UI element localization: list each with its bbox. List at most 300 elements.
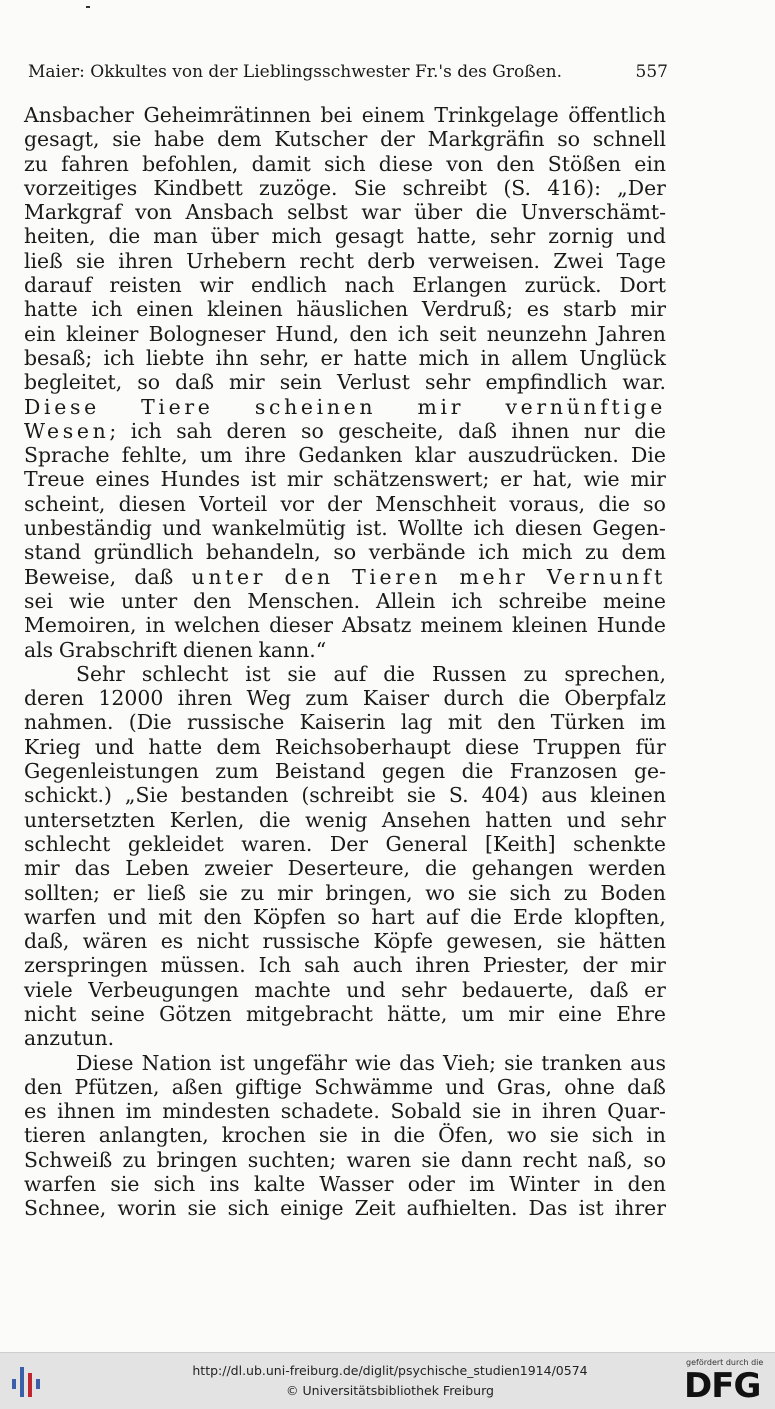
word: ihren [415,953,471,978]
word: den [203,904,242,929]
word: Krieg [24,734,81,759]
page-number: 557 [635,62,668,82]
text-line [24,686,666,710]
word: gekleidet [127,831,224,856]
word: meine [602,588,666,613]
word: begleitet, [24,370,123,395]
word: Beweise, [24,564,117,589]
word: mir [630,297,666,322]
word: heiten, [24,224,96,249]
text-line [24,346,666,370]
word: der [327,491,363,516]
word: 416): [547,175,601,200]
text-line [24,808,666,832]
word: so [301,418,324,443]
text-line [24,929,666,953]
word: Türken [550,710,625,735]
word: zornig [548,224,614,249]
word: Dort [619,273,666,298]
text-line [24,1002,666,1026]
word: Gras, [496,1074,552,1099]
emphasized-word: mehr [459,564,529,589]
word: gehangen [471,856,574,881]
word: er [500,467,522,492]
word: gesagt [334,224,404,249]
word: um [461,1001,495,1026]
text-line [24,735,666,759]
word: seine [90,1001,145,1026]
word: Kerlen, [169,807,245,832]
word: schätzenswert; [333,467,490,492]
word: Russen [431,661,507,686]
word: tieren [24,1123,86,1148]
word: Köpfen [253,904,326,929]
word: die [461,759,494,784]
word: Beistand [274,759,366,784]
word: Sobald [390,1099,462,1124]
word: Treue [24,467,85,492]
word: Verbeugungen [88,977,239,1002]
word: kleiner [65,321,139,346]
word: S. [448,783,469,808]
word: die [518,686,550,711]
word: werden [588,856,666,881]
word: klopften, [574,904,666,929]
word: dem [217,127,262,152]
word: [Keith] [485,831,556,856]
word: und [107,904,147,929]
running-title: Maier: Okkultes von der Lieblingsschwester Fr.'s des Großen. [28,62,562,82]
text-line [24,395,666,419]
word: Hunde [596,613,666,638]
word: er [644,977,666,1002]
word: sie [112,127,142,152]
word: den [496,151,535,176]
word: sie [187,1196,217,1221]
word: dem [621,540,666,565]
word: hatten [485,807,553,832]
word: Gegen- [592,516,666,541]
word: worin [117,1196,177,1221]
word: Vieh; [443,1050,497,1075]
word: besaß; [24,345,93,370]
word: um [199,443,233,468]
word: starb [563,297,617,322]
word: selbst [287,200,348,225]
word: hatte [148,734,203,759]
word: ihren [118,248,173,273]
word: zu [24,151,48,176]
word: sah [176,418,213,443]
text-line [24,467,666,491]
word: Sprache [24,443,110,468]
word: ein [24,321,56,346]
word: in [480,345,500,370]
word: ich [478,540,510,565]
word: Wollte [398,516,464,541]
word: giftige [234,1074,302,1099]
word: wie [355,1050,392,1075]
word: ihrer [614,1196,666,1221]
word: mir [630,953,666,978]
word: wo [507,1123,537,1148]
word: 404) [481,783,529,808]
word: Kaiserin [299,710,386,735]
word: schadete. [280,1099,380,1124]
emphasized-word: Diese [24,394,100,419]
text-line [24,443,666,467]
word: unbeständig [24,516,152,541]
word: den [627,1172,666,1197]
word: war. [622,370,666,395]
word: Götzen [159,1001,232,1026]
word: Kindbett [153,175,243,200]
word: die [108,224,141,249]
word: zurück. [524,273,602,298]
word: Gegenleistungen [24,759,199,784]
word: so [333,540,357,565]
text-line [24,953,666,977]
word: ohne [564,1074,615,1099]
text-line [24,516,666,540]
word: sich [509,880,552,905]
word: Leben [125,856,190,881]
word: im [125,1099,152,1124]
word: aus [541,783,578,808]
viewer-footer [0,1352,775,1409]
word: wenig [305,807,368,832]
text-line [24,589,666,613]
word: Priester, [482,953,570,978]
word: sollten; [24,880,101,905]
word: naß, [587,1147,633,1172]
word: Ehre [616,1001,666,1026]
word: sie [75,248,106,273]
word: anzutun. [24,1026,115,1051]
word: ge- [633,759,666,784]
word: hatte [353,345,408,370]
word: fehlte, [121,443,188,468]
word: aus [630,1050,666,1075]
word: Öfen, [438,1123,495,1148]
word: Erlangen [412,273,507,298]
word: meinem [420,613,503,638]
word: sich [324,151,366,176]
text-line [24,1075,666,1099]
word: neunzehn [486,321,588,346]
word: sie [198,880,228,905]
text-line [24,1196,666,1220]
word: sie [287,661,317,686]
word: häuslichen [296,297,409,322]
page-header [28,60,668,84]
word: und [626,224,666,249]
word: in [646,1123,666,1148]
word: Quar- [607,1099,666,1124]
word: diese [378,151,433,176]
text-line [24,249,666,273]
text-line [24,856,666,880]
word: diesen [118,491,186,516]
word: von [135,200,173,225]
word: Zeit [354,1196,396,1221]
word: sehr [620,807,666,832]
word: schnell [592,127,666,152]
word: Sehr [76,661,125,686]
word: Geheimrätinnen [143,103,311,127]
word: in [360,1123,381,1148]
permalink-url[interactable]: http://dl.ub.uni-freiburg.de/diglit/psychische_studien1914/0574 [192,1363,588,1378]
word: mich [271,224,322,249]
word: sein [279,370,322,395]
word: ihre [244,443,287,468]
word: Absatz [342,613,412,638]
word: die [393,1123,426,1148]
word: wie [68,588,106,613]
word: sehr, [259,345,310,370]
word: Urhebern [186,248,287,273]
word: Verdruß; [421,297,514,322]
word: sie [472,1099,502,1124]
word: diese [465,734,520,759]
word: (Die [128,710,172,735]
word: ist [578,1196,604,1221]
word: kleinen [511,613,588,638]
word: damit [251,151,311,176]
word: scheint, [24,491,106,516]
word: einige [280,1196,344,1221]
word: gewesen, [446,929,544,954]
word: auch [352,953,403,978]
word: aßen [171,1074,223,1099]
word: zu [563,880,588,905]
emphasized-word: Tieren [352,564,442,589]
word: das [399,1050,435,1075]
word: bringen [156,1147,238,1172]
word: welchen [174,613,261,638]
word: und [445,1074,485,1099]
word: man [153,224,198,249]
word: hatte, [416,224,477,249]
word: schreibe [498,588,587,613]
word: „Sie [124,783,169,808]
word: den [349,321,388,346]
word: dem [216,734,261,759]
emphasized-word: den [284,564,334,589]
word: Hundes [160,467,241,492]
word: ich [91,297,123,322]
word: sprechen, [564,661,666,686]
word: Markgraf [24,200,122,225]
word: Das [528,1196,568,1221]
word: viele [24,977,73,1002]
word: Sie [353,175,387,200]
word: zum [215,759,259,784]
text-line [24,565,666,589]
word: sich [153,1172,196,1197]
word: als [24,637,54,662]
word: Oberpfalz [564,686,666,711]
text-line [24,1051,666,1075]
word: wie [583,467,620,492]
word: Schweiß [24,1147,113,1172]
word: (S. [503,175,532,200]
word: Kutscher [274,127,368,152]
word: mir [277,880,313,905]
word: Boden [600,880,666,905]
word: darauf [24,273,92,298]
word: Ich [258,953,292,978]
word: hätten [599,929,666,954]
word: die [258,807,291,832]
word: er [112,880,135,905]
word: sich [227,1196,270,1221]
word: einem [361,103,425,127]
word: 12000 [98,686,164,711]
word: sie [406,783,436,808]
word: allem [511,345,568,370]
word: habe [154,127,205,152]
word: nur [583,418,620,443]
word: ich [103,345,135,370]
word: sehr [401,977,447,1002]
word: deren [226,418,287,443]
word: sich [591,1123,634,1148]
word: Winter [509,1172,580,1197]
word: fahren [61,151,129,176]
text-line [24,152,666,176]
word: eines [95,467,150,492]
word: Diese [76,1050,134,1075]
word: ließ [147,880,187,905]
word: stand [24,540,82,565]
word: Verlust [336,370,410,395]
text-line [24,613,666,637]
word: krochen [221,1123,306,1148]
text-line [24,297,666,321]
word: die [598,491,630,516]
word: so [337,904,360,929]
emphasized-word: unter [191,564,267,589]
text-line [24,540,666,564]
word: mir [630,467,666,492]
word: Deserteure, [287,856,411,881]
dfg-caption: gefördert durch die [686,1358,764,1367]
word: schlecht [141,661,229,686]
word: es [160,929,184,954]
text-line [24,103,666,127]
word: lag [400,710,433,735]
word: aufhielten. [406,1196,518,1221]
word: machte [254,977,331,1002]
word: hatte [24,297,78,322]
word: mindesten [162,1099,271,1124]
text-line [24,783,666,807]
word: waren [346,1147,412,1172]
word: reisten [109,273,182,298]
word: (schreibt [301,783,394,808]
text-line [24,638,666,662]
word: Schnee, [24,1196,107,1221]
word: mir [286,467,323,492]
word: ein [634,151,666,176]
word: Weg [246,686,292,711]
word: so [643,491,666,516]
word: schickt.) [24,783,112,808]
word: mir [24,856,60,881]
ub-freiburg-logo-icon[interactable] [8,1363,48,1397]
word: der [380,127,415,152]
word: Nation [141,1050,212,1075]
word: hätte, [387,1001,448,1026]
word: kann.“ [258,637,327,662]
word: zu [122,1147,147,1172]
text-line [24,905,666,929]
word: hat, [532,467,573,492]
word: „Der [617,175,666,200]
word: daß, [24,929,70,954]
word: daß [175,370,214,395]
word: die [383,661,415,686]
word: schenkte [573,831,666,856]
word: Erde [513,904,563,929]
word: im [640,710,666,735]
word: recht [522,1147,578,1172]
text-line [24,176,666,200]
word: gegen [381,759,446,784]
word: sei [24,588,54,613]
word: Wasser [319,1172,394,1197]
word: die [475,200,508,225]
text-line [24,370,666,394]
word: liebte [145,345,205,370]
text-line [24,419,666,443]
word: und [346,977,386,1002]
word: untersetzten [24,807,156,832]
word: nahmen. [24,710,114,735]
word: müssen. [160,953,246,978]
word: mit [158,904,193,929]
text-line [24,881,666,905]
text-line [24,832,666,856]
word: im [469,1172,495,1197]
text-line [24,273,666,297]
word: zu [584,540,609,565]
word: Ansbach [185,200,274,225]
word: ich [451,588,483,613]
word: warfen [24,1172,97,1197]
word: dienen [182,637,253,662]
word: nicht [24,1001,77,1026]
word: Hund, [275,321,340,346]
word: mich [418,345,470,370]
word: Menschen. [247,588,361,613]
word: bringen, [325,880,413,905]
word: sie [504,1050,534,1075]
word: ist [250,467,277,492]
word: nicht [196,929,250,954]
dfg-logo[interactable]: DFG [684,1366,761,1406]
emphasized-word: vernünftige [505,394,666,419]
word: dann [460,1147,513,1172]
word: suchten; [247,1147,337,1172]
word: oder [407,1172,455,1197]
word: sehr [489,224,536,249]
text-line [24,1026,666,1050]
word: ins [209,1172,240,1197]
word: Unglück [579,345,666,370]
word: befohlen, [142,151,239,176]
